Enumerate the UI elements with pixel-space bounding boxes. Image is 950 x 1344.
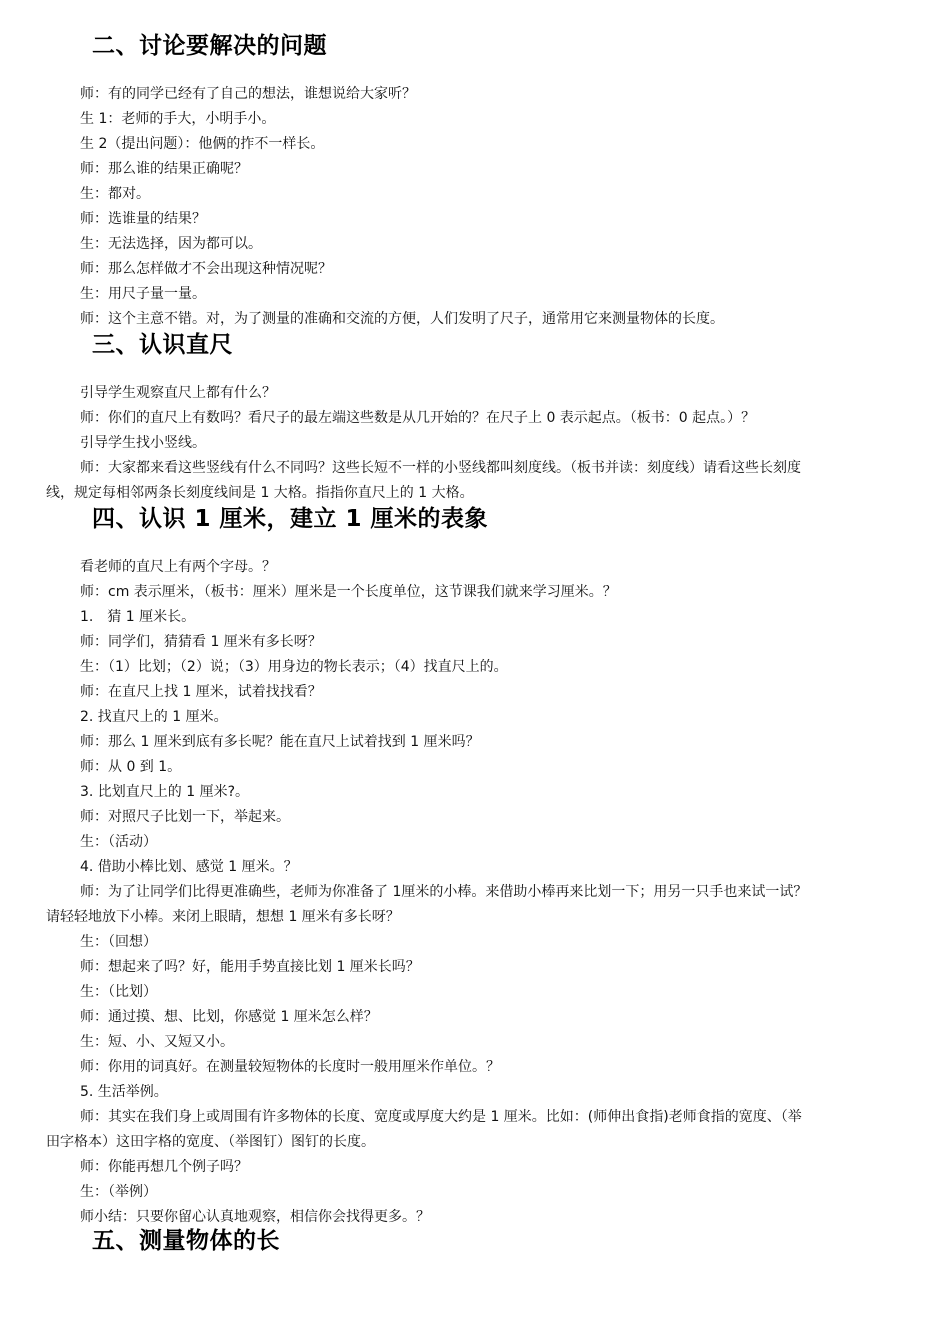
dialogue-line: 生：（活动） — [80, 834, 157, 850]
step-heading: 5. 生活举例。 — [80, 1084, 168, 1100]
section-heading-centimeter: 四、认识 1 厘米，建立 1 厘米的表象 — [92, 506, 489, 532]
section-heading-measure: 五、测量物体的长 — [92, 1228, 280, 1254]
dialogue-line: 生：无法选择，因为都可以。 — [80, 236, 262, 252]
dialogue-line: 师：为了让同学们比得更准确些，老师为你准备了 1厘米的小棒。来借助小棒再来比划一下；用另一只手也来试一试？ — [80, 884, 808, 900]
step-heading: 2. 找直尺上的 1 厘米。 — [80, 709, 228, 725]
step-heading: 3. 比划直尺上的 1 厘米?。 — [80, 784, 250, 800]
dialogue-line: 师：你能再想几个例子吗？ — [80, 1159, 248, 1175]
section-heading-discussion: 二、讨论要解决的问题 — [92, 33, 327, 59]
dialogue-line: 师：想起来了吗？好，能用手势直接比划 1 厘米长吗？ — [80, 959, 420, 975]
dialogue-line: 师：这个主意不错。对，为了测量的准确和交流的方便，人们发明了尺子，通常用它来测量物体的长度。 — [80, 311, 724, 327]
dialogue-line: 生：（回想） — [80, 934, 157, 950]
section-heading-ruler: 三、认识直尺 — [92, 332, 233, 358]
dialogue-line: 生：（比划） — [80, 984, 157, 1000]
dialogue-line-continued: 田字格本）这田字格的宽度、（举图钉）图钉的长度。 — [46, 1134, 375, 1150]
dialogue-line: 师：同学们，猜猜看 1 厘米有多长呀？ — [80, 634, 322, 650]
dialogue-line: 师：有的同学已经有了自己的想法，谁想说给大家听？ — [80, 86, 416, 102]
dialogue-line: 师：那么 1 厘米到底有多长呢？能在直尺上试着找到 1 厘米吗？ — [80, 734, 480, 750]
step-heading: 1. 猜 1 厘米长。 — [80, 609, 196, 625]
dialogue-line: 引导学生观察直尺上都有什么？ — [80, 385, 276, 401]
dialogue-line: 生：都对。 — [80, 186, 150, 202]
dialogue-line: 师：你们的直尺上有数吗？看尺子的最左端这些数是从几开始的？在尺子上 0 表示起点。（板书：0 起点。）？ — [80, 410, 756, 426]
dialogue-line: 生：用尺子量一量。 — [80, 286, 206, 302]
dialogue-line: 看老师的直尺上有两个字母。？ — [80, 559, 276, 575]
dialogue-line: 生：短、小、又短又小。 — [80, 1034, 234, 1050]
dialogue-line: 生：（1）比划；（2）说；（3）用身边的物长表示；（4）找直尺上的。 — [80, 659, 508, 675]
dialogue-line: 师小结：只要你留心认真地观察，相信你会找得更多。？ — [80, 1209, 430, 1225]
dialogue-line-continued: 请轻轻地放下小棒。来闭上眼睛，想想 1 厘米有多长呀？ — [46, 909, 400, 925]
dialogue-line: 师：对照尺子比划一下，举起来。 — [80, 809, 290, 825]
dialogue-line: 师：cm 表示厘米，（板书：厘米）厘米是一个长度单位，这节课我们就来学习厘米。？ — [80, 584, 617, 600]
dialogue-line: 师：通过摸、想、比划，你感觉 1 厘米怎么样？ — [80, 1009, 378, 1025]
dialogue-line: 师：那么怎样做才不会出现这种情况呢？ — [80, 261, 332, 277]
dialogue-line: 生 1：老师的手大，小明手小。 — [80, 111, 276, 127]
dialogue-line: 生 2（提出问题）：他俩的拃不一样长。 — [80, 136, 325, 152]
dialogue-line: 师：其实在我们身上或周围有许多物体的长度、宽度或厚度大约是 1 厘米。比如：(师伸出食指)老师食指的宽度、（举 — [80, 1109, 802, 1125]
step-heading: 4. 借助小棒比划、感觉 1 厘米。？ — [80, 859, 298, 875]
dialogue-line-continued: 线，规定每相邻两条长刻度线间是 1 大格。指指你直尺上的 1 大格。 — [46, 485, 474, 501]
dialogue-line: 师：从 0 到 1。 — [80, 759, 182, 775]
dialogue-line: 师：你用的词真好。在测量较短物体的长度时一般用厘米作单位。？ — [80, 1059, 500, 1075]
dialogue-line: 师：在直尺上找 1 厘米，试着找找看？ — [80, 684, 322, 700]
dialogue-line: 师：那么谁的结果正确呢？ — [80, 161, 248, 177]
dialogue-line: 师：大家都来看这些竖线有什么不同吗？这些长短不一样的小竖线都叫刻度线。（板书并读：刻度线）请看这些长刻度 — [80, 460, 801, 476]
dialogue-line: 生：（举例） — [80, 1184, 157, 1200]
dialogue-line: 师：选谁量的结果？ — [80, 211, 206, 227]
dialogue-line: 引导学生找小竖线。 — [80, 435, 206, 451]
